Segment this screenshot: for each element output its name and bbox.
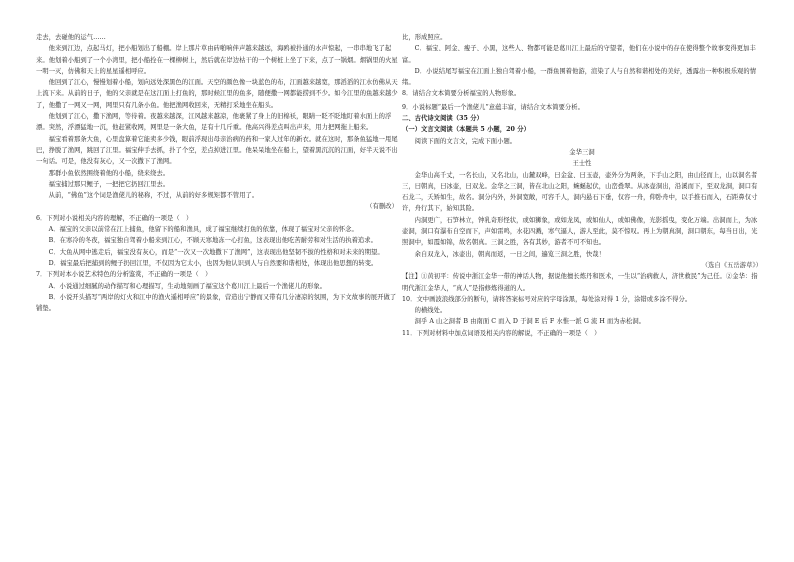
- reading-instruction: 阅读下面的文言文，完成下面小题。: [414, 137, 517, 145]
- question-6-option-a: A．福宝的父亲以前常在江上捕鱼，他留下的船和渔具，成了福宝继续打鱼的依靠，体现了福宝对父亲的怀念。: [48, 226, 358, 234]
- section-title: 二、古代诗文阅读（35 分）: [402, 115, 483, 123]
- question-6-option-c: C．大鱼从网中逃走后，福宝没有灰心，而是“一次又一次地撒下了渔网”，这表现出他坚韧不拔的性格和对未来的期望。: [48, 248, 384, 256]
- passage-title: 金华三洞: [569, 148, 595, 156]
- question-7-option-b: B．小说开头描写“两岸的灯火和江中的渔火遥相呼应”的景象，营造出宁静而又带有几分凄凉的氛围，为下文故事的展开做了铺垫。: [36, 293, 397, 313]
- passage-author: 王士性: [572, 160, 592, 168]
- story-paragraph: 从前，“佛鱼”这个词是渔佬儿的秘称，不过，从前的好多规矩都不管用了。: [48, 192, 259, 200]
- question-6-option-b: B．在寒冷的冬夜，福宝独自驾着小船来到江心，不顾天寒地冻一心打鱼，这表现出他吃苦耐劳和对生活的执着追求。: [48, 237, 377, 245]
- question-10-sentence: 洞乎 A 山之洞者 B 由南面 C 而入 D 于洞 E 后 F 水惟一派 G 流 H 而为赤松洞。: [414, 318, 646, 326]
- question-7-option-c: C．福宝、阿金、瘦子、小黑，这些人、物都可能是葛川江上最后的守望者，他们在小说中的存在使得整个故事变得更加丰富。: [402, 45, 756, 64]
- story-paragraph: 那群小鱼依然围绕着他的小船，绕来绕去。: [48, 169, 170, 177]
- question-7-option-a: A．小说通过细腻的动作描写和心理描写，生动地刻画了福宝这个葛川江上最后一个渔佬儿的形象。: [48, 282, 327, 290]
- story-paragraph: 他来到江边，点起马灯，把小船划出了船棚。岸上那片草由砖啪响伴声越来越远，海鸥被扑通的水声惊起，一串串地飞了起来。他划着小船到了一个小湾里，把小船拴在一棵柳树上，然后就在岸边枯干的一个树桩上坐了下来，点了一锅烟。烟锅里的火星一明一灭，仿佛和天上的星星遥相呼应。: [36, 45, 398, 75]
- question-9: 9．小说标题“最后一个渔佬儿”意蕴丰富，请结合文本简要分析。: [402, 103, 584, 111]
- left-column: [36, 32, 398, 314]
- question-6-stem: 6．下列对小说相关内容的理解，不正确的一项是（ ）: [36, 214, 193, 222]
- story-paragraph: 福宝看着那条大鱼，心里盘算着它能卖多少钱，眼前浮现出母亲治病的药和一家人过年的新衣。就在这时，那条鱼猛地一甩尾巴，挣脱了渔网，跳回了江里。福宝伸手去抓，扑了个空，差点掉进江里。他呆呆地坐在船上，望着黑沉沉的江面，好半天说不出一句话。可是，他没有灰心，又一次撒下了渔网。: [36, 135, 398, 166]
- question-7-continued: 比，形成照应。: [402, 34, 447, 41]
- passage-source: （选自《五岳游草》）: [701, 261, 762, 269]
- question-8: 8．请结合文本简要分析福宝的人物形象。: [402, 90, 521, 98]
- passage-paragraph: 余自双龙入，冰壶出，朝真而返，一日之间，遍览三洞之胜，快哉！: [414, 250, 605, 258]
- question-6-option-d: D．福宝最后把捕到的鲤子扔回江里，不仅因为它太小，也因为他认识到人与自然要和谐相处，体现出他思想的转变。: [48, 259, 378, 267]
- question-7-stem: 7．下列对本小说艺术特色的分析鉴赏，不正确的一项是（ ）: [36, 271, 212, 279]
- question-10-line: 的横线处。: [414, 307, 447, 315]
- story-paragraph: 他划到了江心，撒下渔网，等待着。夜越来越深，江风越来越凉，他裹紧了身上的旧棉袄，眼睛一眨不眨地盯着水面上的浮漂。突然，浮漂猛地一沉，他赶紧收网，网里是一条大鱼，足有十几斤重。他高兴得差点叫出声来，用力把网拖上船来。: [36, 113, 392, 132]
- story-paragraph: 他回到了江心，慢慢划着小船，划向远处深黑色的江面。天空的颜色像一块蓝色的布，江面越来越宽，那滔滔的江水仿佛从天上流下来。从前的日子，他的父亲就是在这江面上打鱼的，那时候江里的鱼多，随便撒一网都能捞到不少。如今江里的鱼越来越少了，他撒了一网又一网，网里只有几条小鱼。他把渔网收回来，无精打采地坐在船头。: [36, 79, 398, 109]
- question-10-stem: 10．文中画波浪线部分的断句，请将答案标号对应的字母涂黑，每处涂对得 1 分，涂错或多涂不得分。: [402, 295, 692, 303]
- story-paragraph: 福宝捕过那只鲤子，一把把它扔回江里去。: [48, 180, 170, 188]
- source-note: （有删改）: [366, 203, 398, 211]
- story-paragraph: 走去，去碰他的运气……: [36, 34, 106, 41]
- passage-paragraph: 金华山高千丈，一名长山，又名北山，山麓双峰，曰金盆、曰玉壶，壶外分为两条，下手山之阳，由山径而上，山以洞名者三，曰朝真，曰冰壶，曰双龙。金华之三洞，皆在北山之阳，蜿蜒起伏，山峦叠翠。从冰壶洞出，沿溪而下，至双龙洞，洞口有石龙二，夭矫如生，故名。洞分内外，外洞宽敞，可容千人，洞内悬石下垂，仅容一舟，仰卧舟中，以手推石而入，石距鼻仅寸许，舟行其下，始知其险。: [402, 171, 758, 213]
- subsection-title: （一）文言文阅读（本题共 5 小题，20 分）: [402, 126, 530, 134]
- passage-note: 【注】①黄初平：传说中浙江金华一带的神话人物，据说他擅长炼丹和医术，一生以“治病救人，济世救民”为己任。②金华：指明代浙江金华人，“真人”是指修炼得道的人。: [402, 273, 758, 292]
- question-7-option-d: D．小说结尾写福宝在江面上独自驾着小船，一群鱼围着他游，渲染了人与自然和谐相处的美好，透露出一种积极乐观的情绪。: [402, 67, 757, 87]
- passage-paragraph: 内洞更广，石笋林立，钟乳奇形怪状，或如狮象，或如龙凤，或如仙人，或如佛像，光影摇曳，变化万端。出洞而上，为冰壶洞，洞口有瀑布自空而下，声如雷鸣，水花四溅，寒气逼人，游人至此，莫不惊叹。再上为朝真洞，洞口朝东，每当日出，光照洞中，如霞如锦，故名朝真。三洞之胜，各有其妙，游者不可不知也。: [402, 216, 758, 247]
- question-11-stem: 11．下列对材料中加点词语及相关内容的解说，不正确的一项是（ ）: [402, 329, 601, 337]
- right-column: [402, 32, 762, 339]
